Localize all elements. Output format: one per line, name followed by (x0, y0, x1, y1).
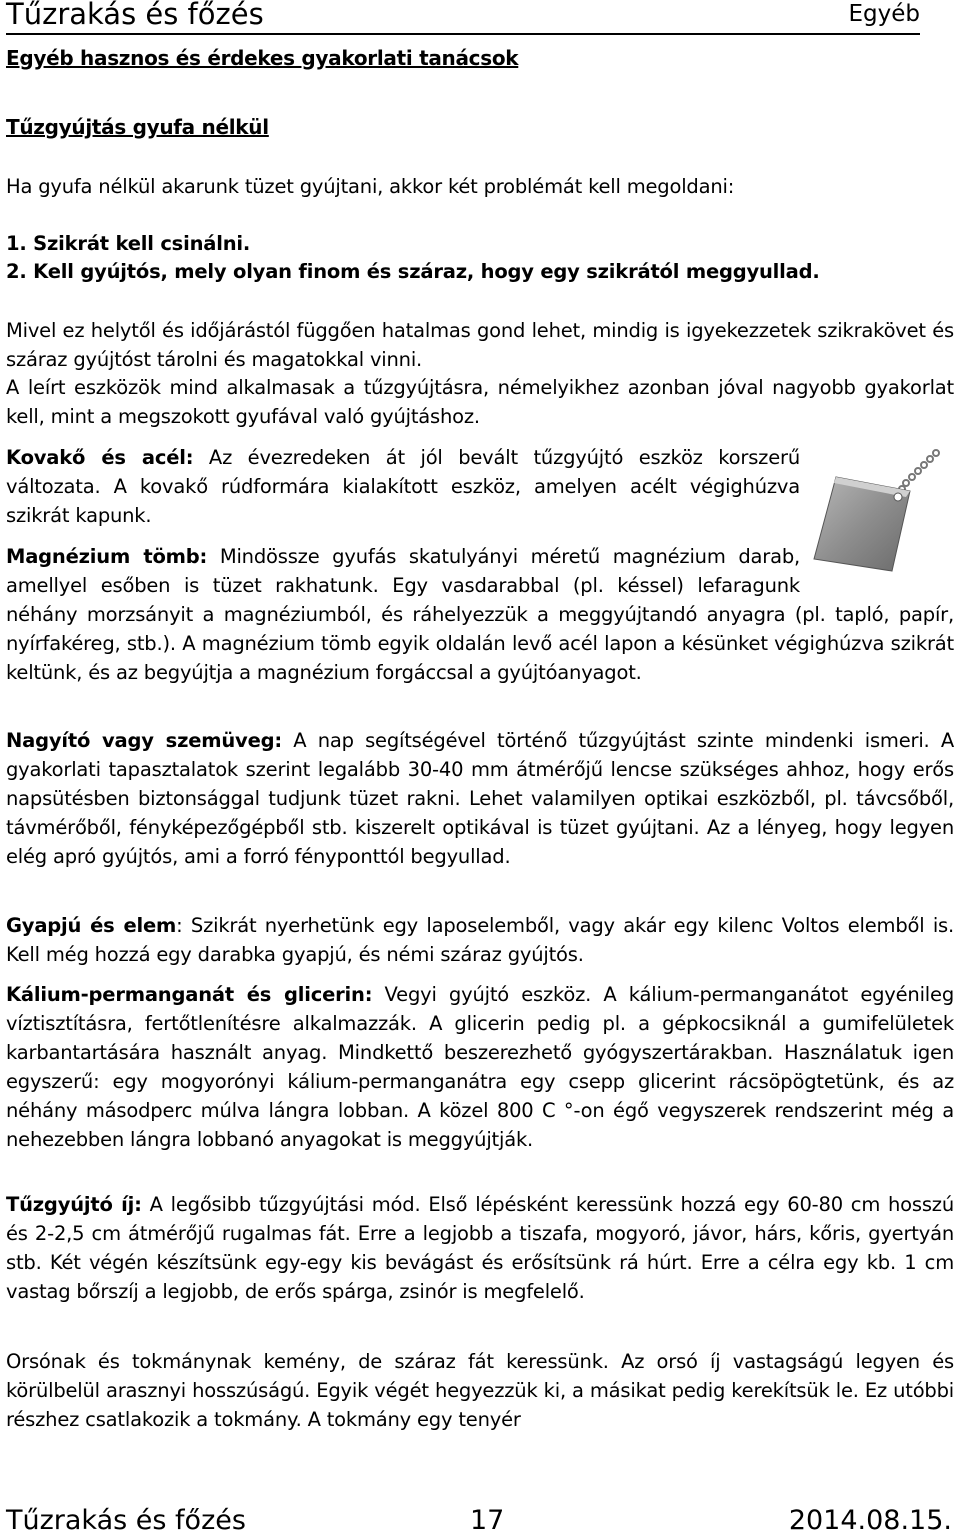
magnifier-paragraph (6, 726, 954, 871)
page-number: 17 (470, 1505, 505, 1536)
footer-title: Tűzrakás és főzés (6, 1505, 246, 1536)
footer-date: 2014.08.15. (788, 1505, 952, 1536)
list-item: 1. Szikrát kell csinálni. (6, 232, 251, 255)
list-item: 2. Kell gyújtós, mely olyan finom és száraz, hogy egy szikrától meggyullad. (6, 260, 820, 283)
page-footer (6, 1505, 952, 1537)
intro-text: Ha gyufa nélkül akarunk tüzet gyújtani, akkor két problémát kell megoldani: (6, 175, 735, 198)
magnesium-block-icon (806, 441, 954, 577)
magnesium-text: Mindössze gyufás skatulyányi méretű magnézium darab, amellyel esőben is tüzet rakhatunk. Egy vasdarabbal (pl. késsel) lefaragunk néhány morzsányit a magnéziumból, és ráhelyezzük a meggyújtandó anyagra (pl. tapló, papír, nyírfakéreg, stb.). A magnézium tömb egyik oldalán levő acél lapon a késünket végighúzva szikrát keltünk, és az begyújtja a magnézium forgáccsal a gyújtóanyagot. (6, 545, 954, 684)
potassium-paragraph (6, 980, 954, 1154)
section-heading: Tűzgyújtás gyufa nélkül (6, 115, 269, 139)
flint-text: Az évezredeken át jól bevált tűzgyújtó eszköz korszerű változata. A kovakő rúdformára kialakított eszköz, amelyen acélt végighúzva szikrát kapunk. (6, 446, 800, 527)
wool-lead: Gyapjú és elem (6, 914, 177, 937)
flint-lead: Kovakő és acél: (6, 446, 194, 469)
header-section: Egyéb (848, 1, 920, 27)
paragraph-storage: Mivel ez helytől és időjárástól függően hatalmas gond lehet, mindig is igyekezzetek szikrakövet és száraz gyújtóst tárolni és magatokkal vinni. (6, 319, 954, 371)
wool-battery-paragraph (6, 911, 954, 969)
bow-drill-paragraph (6, 1190, 954, 1306)
bow-lead: Tűzgyújtó íj: (6, 1193, 142, 1216)
magnesium-lead: Magnézium tömb: (6, 545, 208, 568)
magnifier-text: A nap segítségével történő tűzgyújtást szinte mindenki ismeri. A gyakorlati tapasztalatok szerint legalább 30-40 mm átmérőjű lencse szükséges ahhoz, hogy erős napsütésben biztonsággal tudjunk tüzet rakni. Lehet valamilyen optikai eszközből, pl. távcsőből, távmérőből, fényképezőgépből stb. kiszerelt optikával is tüzet gyújtani. Az a lényeg, hogy legyen elég apró gyújtós, ami a forró fényponttól begyullad. (6, 729, 954, 868)
page-heading: Egyéb hasznos és érdekes gyakorlati tanácsok (6, 46, 519, 70)
magnifier-lead: Nagyító vagy szemüveg: (6, 729, 282, 752)
potassium-lead: Kálium-permanganát és glicerin: (6, 983, 373, 1006)
block-flint-magnesium (6, 443, 954, 687)
bow-text: A legősibb tűzgyújtási mód. Első lépésként keressünk hozzá egy 60-80 cm hosszú és 2-2,5 cm átmérőjű rugalmas fát. Erre a legjobb a tiszafa, mogyoró, jávor, hárs, kőris, gyertyán stb. Két végén készítsünk egy-egy kis bevágást és erősítsünk rá húrt. Erre a célra egy kb. 1 cm vastag bőrszíj a legjobb, de erős spárga, zsinór is megfelelő. (6, 1193, 955, 1303)
wool-text: : Szikrát nyerhetünk egy laposelemből, vagy akár egy kilenc Voltos elemből is. Kell még hozzá egy darabka gyapjú, és némi száraz gyújtós. (6, 914, 954, 966)
paragraph-practice: A leírt eszközök mind alkalmasak a tűzgyújtásra, némelyikhez azonban jóval nagyobb gyakorlat kell, mint a megszokott gyufával való gyújtáshoz. (6, 376, 954, 428)
potassium-text: Vegyi gyújtó eszköz. A kálium-permanganátot egyénileg víztisztításra, fertőtlenítésre alkalmazzák. A glicerin pedig pl. a gépkocsiknál a gumifelületek karbantartására használt anyag. Mindkettő beszerezhető gyógyszertárakban. Használatuk igen egyszerű: egy mogyorónyi kálium-permanganátra egy csepp glicerint rácsöpögtetünk, és az néhány másodperc múlva lángra lobban. A közel 800 C °-on égő vegyszerek rendszerint még a nehezebben lángra lobbanó anyagokat is meggyújtják. (6, 983, 954, 1151)
page-header (6, 0, 920, 35)
header-title: Tűzrakás és főzés (6, 0, 264, 31)
spindle-paragraph: Orsónak és tokmánynak kemény, de száraz fát keressünk. Az orsó íj vastagságú legyen és körülbelül arasznyi hosszúságú. Egyik végét hegyezzük ki, a másikat pedig kerekítsük le. Ez utóbbi részhez csatlakozik a tokmány. A tokmány egy tenyér (6, 1350, 954, 1431)
